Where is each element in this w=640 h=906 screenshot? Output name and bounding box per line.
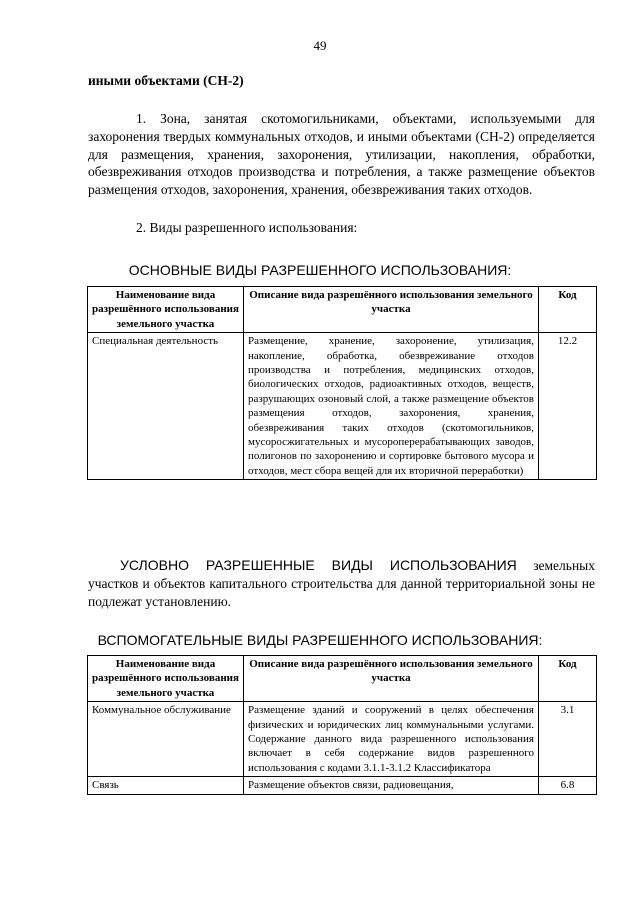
auxiliary-uses-table	[87, 655, 597, 795]
cell-name: Связь	[88, 777, 244, 794]
zone-heading: иными объектами (СН-2)	[88, 73, 244, 88]
paragraph-2-text: 2. Виды разрешенного использования:	[136, 220, 358, 235]
cell-name: Коммунальное обслуживание	[88, 702, 244, 777]
paragraph-zone-description	[88, 110, 595, 199]
cell-code: 12.2	[539, 333, 597, 480]
table-row	[88, 333, 597, 480]
cell-description: Размещение объектов связи, радиовещания,	[244, 777, 539, 794]
section-title-auxiliary-uses: ВСПОМОГАТЕЛЬНЫЕ ВИДЫ РАЗРЕШЕННОГО ИСПОЛЬЗОВАНИЯ:	[97, 632, 543, 648]
header-code: Код	[539, 656, 597, 702]
cell-code: 6.8	[539, 777, 597, 794]
table-row	[88, 702, 597, 777]
conditional-uses-rest: земельных участков и объектов капитального строительства для данной территориальной зоны не подлежат установлению.	[88, 558, 595, 609]
conditional-uses-text	[88, 556, 595, 611]
header-description: Описание вида разрешённого использования земельного участка	[244, 287, 539, 333]
header-name: Наименование вида разрешённого использования земельного участка	[88, 656, 244, 702]
cell-description: Размещение зданий и сооружений в целях обеспечения физических и юридических лиц коммунальными услугами. Содержание данного вида разрешенного использования включает в себя содержание видов разрешенного использования с кодами 3.1.1-3.1.2 Классификатора	[244, 702, 539, 777]
table-header-row	[88, 656, 597, 702]
cell-description: Размещение, хранение, захоронение, утилизация, накопление, обработка, обезвреживание отходов производства и потребления, медицинских отходов, биологических отходов, радиоактивных отходов, веществ, разрушающих озоновый слой, а также размещение объектов размещения отходов, захоронения, хранения, обезвреживания таких отходов (скотомогильников, мусоросжигательных и мусороперерабатывающих заводов, полигонов по захоронению и сортировке бытового мусора и отходов, мест сбора вещей для их вторичной переработки)	[244, 333, 539, 480]
table-row	[88, 777, 597, 794]
conditional-uses-caps: УСЛОВНО РАЗРЕШЕННЫЕ ВИДЫ ИСПОЛЬЗОВАНИЯ	[120, 557, 517, 573]
page-number: 49	[313, 38, 327, 53]
header-name: Наименование вида разрешённого использования земельного участка	[88, 287, 244, 333]
main-uses-table	[87, 286, 597, 480]
paragraph-permitted-uses	[88, 219, 595, 237]
section-title-main-uses: ОСНОВНЫЕ ВИДЫ РАЗРЕШЕННОГО ИСПОЛЬЗОВАНИЯ:	[128, 262, 512, 278]
header-description: Описание вида разрешённого использования земельного участка	[244, 656, 539, 702]
cell-code: 3.1	[539, 702, 597, 777]
conditional-uses-paragraph	[88, 556, 595, 611]
paragraph-1-text: 1. Зона, занятая скотомогильниками, объектами, используемыми для захоронения твердых коммунальных отходов, и иными объектами (СН-2) определяется для размещения, хранения, захоронения, утилизации, накопления, обработки, обезвреживания отходов производства и потребления, а также размещение объектов размещения отходов, захоронения, хранения, обезвреживания таких отходов.	[88, 111, 595, 198]
table-header-row	[88, 287, 597, 333]
cell-name: Специальная деятельность	[88, 333, 244, 480]
header-code: Код	[539, 287, 597, 333]
